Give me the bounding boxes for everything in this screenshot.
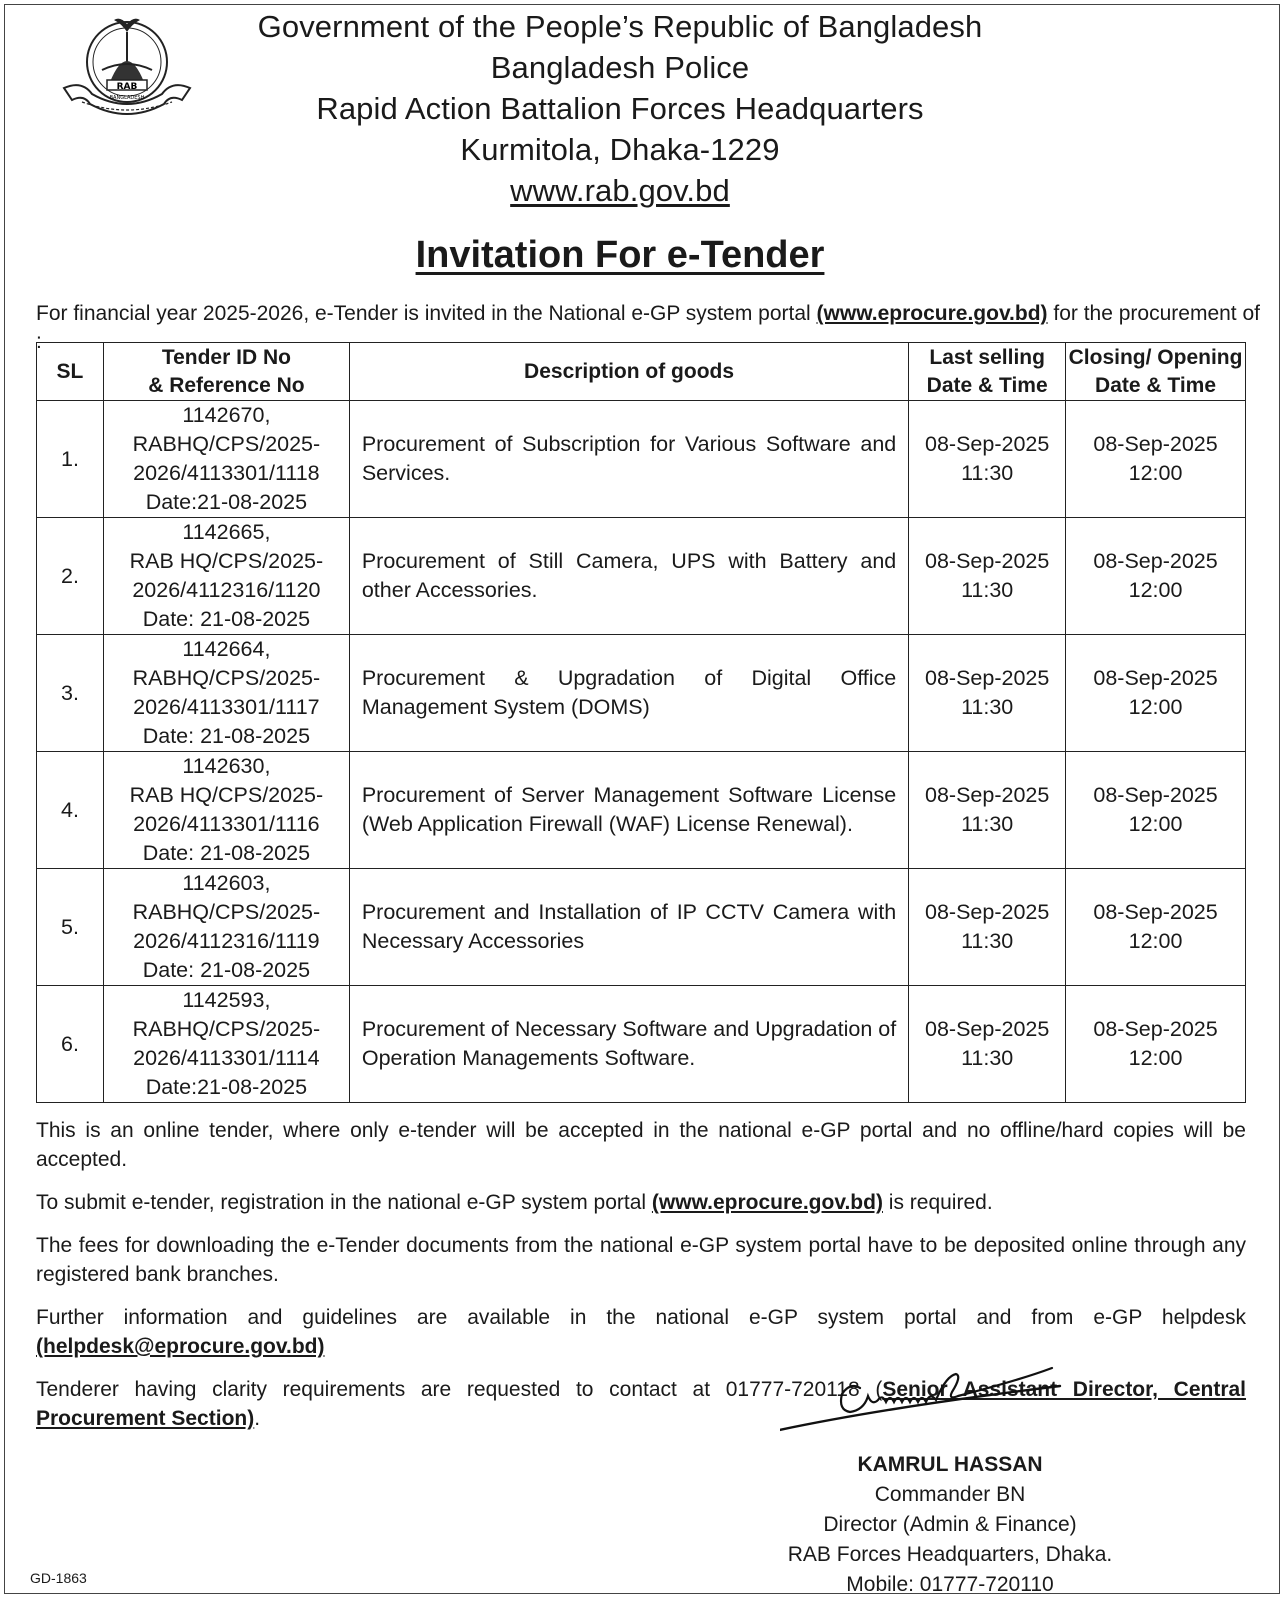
signature-block xyxy=(770,1450,1130,1600)
row-closing-opening: 08-Sep-2025 12:00 xyxy=(1066,752,1246,869)
row-closing-opening: 08-Sep-2025 12:00 xyxy=(1066,635,1246,752)
note-contact-office: Senior Assistant Director, Central Procurement Section) xyxy=(36,1378,1247,1430)
header-website-link[interactable]: www.rab.gov.bd xyxy=(510,173,730,208)
row-closing-opening: 08-Sep-2025 12:00 xyxy=(1066,869,1246,986)
page-title: Invitation For e-Tender xyxy=(415,234,825,276)
row-tender-id: 1142593, RABHQ/CPS/2025- 2026/4113301/1114 Date:21-08-2025 xyxy=(103,986,349,1103)
svg-text:BANGLADESH: BANGLADESH xyxy=(109,95,145,101)
table-row xyxy=(37,401,1246,518)
signatory-rank: Commander BN xyxy=(874,1483,1026,1506)
row-sl: 6. xyxy=(37,986,104,1103)
intro-text-after: for the procurement of : xyxy=(36,302,1260,353)
header-sl: SL xyxy=(37,343,104,401)
header-line-address: Kurmitola, Dhaka-1229 xyxy=(460,132,780,167)
row-closing-opening: 08-Sep-2025 12:00 xyxy=(1066,518,1246,635)
row-description: Procurement of Subscription for Various Software and Services. xyxy=(349,401,908,518)
row-description: Procurement of Server Management Software License (Web Application Firewall (WAF) License Renewal). xyxy=(349,752,908,869)
signature-scribble xyxy=(780,1366,1080,1456)
header-line-police: Bangladesh Police xyxy=(490,50,750,85)
svg-text:RAB: RAB xyxy=(116,82,138,92)
row-description: Procurement of Necessary Software and Upgradation of Operation Managements Software. xyxy=(349,986,908,1103)
signatory-office: RAB Forces Headquarters, Dhaka. xyxy=(787,1543,1113,1566)
note-helpdesk-email-link[interactable]: (helpdesk@eprocure.gov.bd) xyxy=(36,1335,325,1358)
tender-table xyxy=(36,342,1246,1103)
row-sl: 1. xyxy=(37,401,104,518)
header-description: Description of goods xyxy=(349,343,908,401)
signatory-name: KAMRUL HASSAN xyxy=(857,1453,1043,1476)
row-description: Procurement of Still Camera, UPS with Battery and other Accessories. xyxy=(349,518,908,635)
row-last-selling: 08-Sep-2025 11:30 xyxy=(909,986,1066,1103)
note-helpdesk: Further information and guidelines are available in the national e-GP system portal and from e-GP helpdesk (helpdesk@eprocure.gov.bd) xyxy=(36,1306,1246,1358)
note-online-only: This is an online tender, where only e-tender will be accepted in the national e-GP portal and no offline/hard copies will be accepted. xyxy=(36,1119,1246,1171)
row-sl: 3. xyxy=(37,635,104,752)
row-description: Procurement & Upgradation of Digital Office Management System (DOMS) xyxy=(349,635,908,752)
row-sl: 4. xyxy=(37,752,104,869)
row-closing-opening: 08-Sep-2025 12:00 xyxy=(1066,986,1246,1103)
row-last-selling: 08-Sep-2025 11:30 xyxy=(909,869,1066,986)
row-last-selling: 08-Sep-2025 11:30 xyxy=(909,635,1066,752)
note-fees: The fees for downloading the e-Tender documents from the national e-GP system portal have to be deposited online through any registered bank branches. xyxy=(36,1234,1246,1286)
header-line-rab: Rapid Action Battalion Forces Headquarters xyxy=(316,91,924,126)
rab-logo-icon xyxy=(52,10,202,126)
table-header-row xyxy=(37,343,1246,401)
gd-number: GD-1863 xyxy=(30,1570,87,1586)
row-last-selling: 08-Sep-2025 11:30 xyxy=(909,752,1066,869)
table-row xyxy=(37,518,1246,635)
row-sl: 2. xyxy=(37,518,104,635)
note-contact: Tenderer having clarity requirements are requested to contact at 01777-720118 (Senior Assistant Director, Central Procurement Section). xyxy=(36,1378,1247,1430)
row-tender-id: 1142665, RAB HQ/CPS/2025- 2026/4112316/1120 Date: 21-08-2025 xyxy=(103,518,349,635)
header-last-selling: Last selling Date & Time xyxy=(909,343,1066,401)
intro-text-before: For financial year 2025-2026, e-Tender is invited in the National e-GP system portal xyxy=(36,302,817,325)
row-description: Procurement and Installation of IP CCTV Camera with Necessary Accessories xyxy=(349,869,908,986)
row-tender-id: 1142670, RABHQ/CPS/2025- 2026/4113301/1118 Date:21-08-2025 xyxy=(103,401,349,518)
table-row xyxy=(37,986,1246,1103)
row-sl: 5. xyxy=(37,869,104,986)
header-line-government: Government of the People’s Republic of Bangladesh xyxy=(257,9,983,44)
letterhead xyxy=(220,6,1020,211)
table-row xyxy=(37,869,1246,986)
row-last-selling: 08-Sep-2025 11:30 xyxy=(909,518,1066,635)
note-eprocure-link[interactable]: (www.eprocure.gov.bd) xyxy=(651,1191,883,1214)
note-registration: To submit e-tender, registration in the national e-GP system portal (www.eprocure.gov.bd) is required. xyxy=(36,1191,993,1214)
table-row xyxy=(37,635,1246,752)
row-tender-id: 1142603, RABHQ/CPS/2025- 2026/4112316/1119 Date: 21-08-2025 xyxy=(103,869,349,986)
signatory-title: Director (Admin & Finance) xyxy=(823,1513,1077,1536)
row-last-selling: 08-Sep-2025 11:30 xyxy=(909,401,1066,518)
row-tender-id: 1142664, RABHQ/CPS/2025- 2026/4113301/1117 Date: 21-08-2025 xyxy=(103,635,349,752)
intro-eprocure-link[interactable]: (www.eprocure.gov.bd) xyxy=(816,302,1048,325)
table-row xyxy=(37,752,1246,869)
row-tender-id: 1142630, RAB HQ/CPS/2025- 2026/4113301/1116 Date: 21-08-2025 xyxy=(103,752,349,869)
header-tender-id: Tender ID No & Reference No xyxy=(103,343,349,401)
signatory-mobile: Mobile: 01777-720110 xyxy=(846,1573,1054,1596)
header-closing-opening: Closing/ Opening Date & Time xyxy=(1066,343,1246,401)
row-closing-opening: 08-Sep-2025 12:00 xyxy=(1066,401,1246,518)
